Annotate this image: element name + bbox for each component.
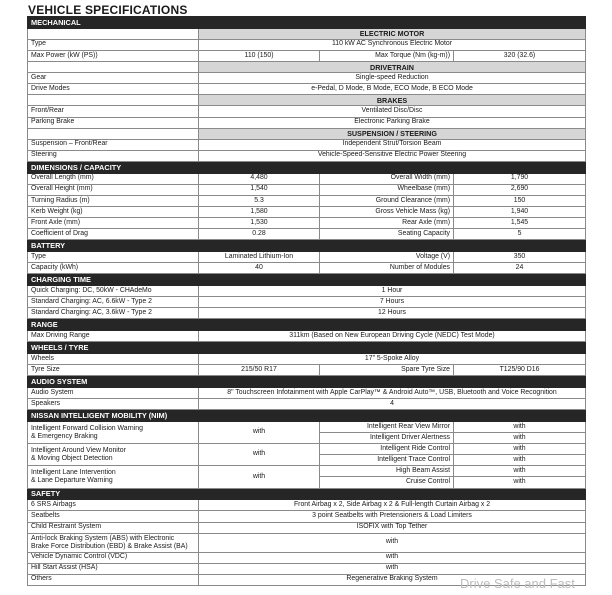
spec-label-secondary: Overall Width (mm) <box>320 173 454 184</box>
spec-label-secondary: Ground Clearance (mm) <box>320 195 454 206</box>
spec-label: Standard Charging: AC, 6.6kW - Type 2 <box>28 297 199 308</box>
section-header: CHARGING TIME <box>28 274 586 286</box>
spec-row <box>28 563 586 574</box>
section-header-row <box>28 161 586 173</box>
section-header: MECHANICAL <box>28 17 586 29</box>
spec-value: 1 Hour <box>199 286 586 297</box>
spec-value-secondary: 1,940 <box>454 207 586 218</box>
spec-label: Seatbelts <box>28 511 199 522</box>
subsection-blank-cell <box>28 128 199 139</box>
spec-label: Anti-lock Braking System (ABS) with Electronic Brake Force Distribution (EBD) & Brake Assist (BA) <box>28 533 199 552</box>
spec-value: ISOFIX with Top Tether <box>199 522 586 533</box>
spec-label-secondary: Spare Tyre Size <box>320 365 454 376</box>
spec-value-secondary: T125/90 D16 <box>454 365 586 376</box>
spec-label-secondary: Wheelbase (mm) <box>320 184 454 195</box>
spec-value-secondary: 350 <box>454 252 586 263</box>
spec-row <box>28 286 586 297</box>
spec-row-pair <box>28 263 586 274</box>
section-header-row <box>28 342 586 354</box>
spec-value: 110 (150) <box>199 50 320 61</box>
spec-row <box>28 354 586 365</box>
spec-label: Others <box>28 574 199 585</box>
spec-row <box>28 552 586 563</box>
spec-row-pair <box>28 365 586 376</box>
spec-row-pair <box>28 218 586 229</box>
subsection-blank-cell <box>28 28 199 39</box>
spec-row <box>28 308 586 319</box>
spec-row-pair <box>28 252 586 263</box>
spec-row <box>28 522 586 533</box>
section-header: WHEELS / TYRE <box>28 342 586 354</box>
spec-value: 0.28 <box>199 229 320 240</box>
subsection-header: DRIVETRAIN <box>199 62 586 73</box>
section-header-row <box>28 17 586 29</box>
spec-label: Suspension – Front/Rear <box>28 139 199 150</box>
spec-value: with <box>199 563 586 574</box>
subsection-row <box>28 128 586 139</box>
spec-row <box>28 139 586 150</box>
spec-label: Parking Brake <box>28 117 199 128</box>
spec-label: 6 SRS Airbags <box>28 500 199 511</box>
spec-label: Overall Height (mm) <box>28 184 199 195</box>
spec-value: with <box>199 552 586 563</box>
page-title: VEHICLE SPECIFICATIONS <box>28 3 188 17</box>
spec-value: e-Pedal, D Mode, B Mode, ECO Mode, B ECO Mode <box>199 84 586 95</box>
spec-value: 40 <box>199 263 320 274</box>
spec-value: 311km (Based on New European Driving Cycle (NEDC) Test Mode) <box>199 331 586 342</box>
nim-feature-value: with <box>199 444 320 466</box>
spec-row <box>28 106 586 117</box>
subsection-blank-cell <box>28 62 199 73</box>
spec-value: Regenerative Braking System <box>199 574 586 585</box>
spec-label-secondary: Max Torque (Nm (kg-m)) <box>320 50 454 61</box>
nim-item-label: Intelligent Ride Control <box>320 444 454 455</box>
nim-item-label: Intelligent Trace Control <box>320 455 454 466</box>
nim-feature-label: Intelligent Lane Intervention & Lane Departure Warning <box>28 466 199 488</box>
spec-table <box>27 16 586 586</box>
spec-value: Front Airbag x 2, Side Airbag x 2 & Full-length Curtain Airbag x 2 <box>199 500 586 511</box>
spec-row <box>28 117 586 128</box>
nim-item-value: with <box>454 433 586 444</box>
spec-row <box>28 39 586 50</box>
section-header-row <box>28 319 586 331</box>
spec-value-secondary: 150 <box>454 195 586 206</box>
spec-row <box>28 331 586 342</box>
spec-label-secondary: Number of Modules <box>320 263 454 274</box>
spec-row <box>28 500 586 511</box>
spec-row <box>28 511 586 522</box>
nim-row <box>28 422 586 433</box>
section-header-row <box>28 410 586 422</box>
spec-value: 17" 5-Spoke Alloy <box>199 354 586 365</box>
spec-label: Speakers <box>28 399 199 410</box>
nim-item-value: with <box>454 455 586 466</box>
spec-value: 3 point Seatbelts with Pretensioners & Load Limiters <box>199 511 586 522</box>
spec-value: Ventilated Disc/Disc <box>199 106 586 117</box>
nim-item-label: Intelligent Rear View Mirror <box>320 422 454 433</box>
spec-label: Front/Rear <box>28 106 199 117</box>
spec-label: Audio System <box>28 388 199 399</box>
subsection-row <box>28 28 586 39</box>
spec-label: Child Restraint System <box>28 522 199 533</box>
subsection-row <box>28 62 586 73</box>
spec-label: Type <box>28 39 199 50</box>
spec-value: Electronic Parking Brake <box>199 117 586 128</box>
nim-item-label: High Beam Assist <box>320 466 454 477</box>
spec-label: Wheels <box>28 354 199 365</box>
spec-row <box>28 73 586 84</box>
section-header: SAFETY <box>28 488 586 500</box>
spec-value: 12 Hours <box>199 308 586 319</box>
spec-value-secondary: 24 <box>454 263 586 274</box>
spec-label: Steering <box>28 150 199 161</box>
spec-value: Single-speed Reduction <box>199 73 586 84</box>
spec-label: Kerb Weight (kg) <box>28 207 199 218</box>
section-header: BATTERY <box>28 240 586 252</box>
section-header-row <box>28 488 586 500</box>
spec-table-body <box>28 17 586 586</box>
nim-feature-label: Intelligent Forward Collision Warning & Emergency Braking <box>28 422 199 444</box>
spec-label: Tyre Size <box>28 365 199 376</box>
spec-label: Gear <box>28 73 199 84</box>
subsection-row <box>28 95 586 106</box>
spec-label-secondary: Voltage (V) <box>320 252 454 263</box>
spec-value: with <box>199 533 586 552</box>
spec-value: 4 <box>199 399 586 410</box>
spec-row-pair <box>28 50 586 61</box>
nim-feature-label: Intelligent Around View Monitor & Moving Object Detection <box>28 444 199 466</box>
spec-value: 1,580 <box>199 207 320 218</box>
spec-value: Vehicle-Speed-Sensitive Electric Power Steering <box>199 150 586 161</box>
section-header: AUDIO SYSTEM <box>28 376 586 388</box>
section-header: DIMENSIONS / CAPACITY <box>28 161 586 173</box>
spec-label: Overall Length (mm) <box>28 173 199 184</box>
nim-feature-value: with <box>199 422 320 444</box>
spec-value-secondary: 320 (32.6) <box>454 50 586 61</box>
spec-value-secondary: 2,690 <box>454 184 586 195</box>
spec-label: Type <box>28 252 199 263</box>
spec-row <box>28 399 586 410</box>
spec-label: Max Driving Range <box>28 331 199 342</box>
section-header-row <box>28 240 586 252</box>
nim-row <box>28 466 586 477</box>
spec-label: Coefficient of Drag <box>28 229 199 240</box>
nim-item-label: Cruise Control <box>320 477 454 488</box>
nim-item-value: with <box>454 444 586 455</box>
spec-row-pair <box>28 173 586 184</box>
subsection-header: ELECTRIC MOTOR <box>199 28 586 39</box>
nim-item-value: with <box>454 466 586 477</box>
spec-value: 7 Hours <box>199 297 586 308</box>
spec-value: 5.3 <box>199 195 320 206</box>
section-header: NISSAN INTELLIGENT MOBILITY (NIM) <box>28 410 586 422</box>
spec-value: 215/50 R17 <box>199 365 320 376</box>
watermark-text: Drive Safe and Fast <box>460 576 575 591</box>
subsection-header: BRAKES <box>199 95 586 106</box>
spec-value: 8" Touchscreen Infotainment with Apple CarPlay™ & Android Auto™, USB, Bluetooth and Voice Recognition <box>199 388 586 399</box>
spec-value-secondary: 1,790 <box>454 173 586 184</box>
spec-row-pair <box>28 207 586 218</box>
spec-value: Laminated Lithium-Ion <box>199 252 320 263</box>
spec-value: 1,530 <box>199 218 320 229</box>
nim-feature-value: with <box>199 466 320 488</box>
spec-label: Turning Radius (m) <box>28 195 199 206</box>
spec-value: 1,540 <box>199 184 320 195</box>
spec-label: Drive Modes <box>28 84 199 95</box>
spec-row <box>28 150 586 161</box>
spec-row <box>28 297 586 308</box>
nim-item-value: with <box>454 422 586 433</box>
spec-row-pair <box>28 184 586 195</box>
subsection-blank-cell <box>28 95 199 106</box>
subsection-header: SUSPENSION / STEERING <box>199 128 586 139</box>
spec-label: Capacity (kWh) <box>28 263 199 274</box>
spec-value: 110 kW AC Synchronous Electric Motor <box>199 39 586 50</box>
section-header: RANGE <box>28 319 586 331</box>
spec-row-pair <box>28 229 586 240</box>
nim-item-label: Intelligent Driver Alertness <box>320 433 454 444</box>
section-header-row <box>28 376 586 388</box>
spec-row <box>28 533 586 552</box>
spec-row-pair <box>28 195 586 206</box>
spec-label-secondary: Rear Axle (mm) <box>320 218 454 229</box>
spec-value: 4,480 <box>199 173 320 184</box>
spec-label-secondary: Gross Vehicle Mass (kg) <box>320 207 454 218</box>
section-header-row <box>28 274 586 286</box>
spec-value-secondary: 1,545 <box>454 218 586 229</box>
spec-label: Standard Charging: AC, 3.6kW - Type 2 <box>28 308 199 319</box>
spec-label: Front Axle (mm) <box>28 218 199 229</box>
spec-label: Max Power (kW (PS)) <box>28 50 199 61</box>
nim-row <box>28 444 586 455</box>
spec-label-secondary: Seating Capacity <box>320 229 454 240</box>
spec-row <box>28 84 586 95</box>
spec-label: Vehicle Dynamic Control (VDC) <box>28 552 199 563</box>
spec-value: Independent Strut/Torsion Beam <box>199 139 586 150</box>
spec-value-secondary: 5 <box>454 229 586 240</box>
spec-label: Hill Start Assist (HSA) <box>28 563 199 574</box>
spec-label: Quick Charging: DC, 50kW - CHAdeMo <box>28 286 199 297</box>
spec-row <box>28 388 586 399</box>
nim-item-value: with <box>454 477 586 488</box>
